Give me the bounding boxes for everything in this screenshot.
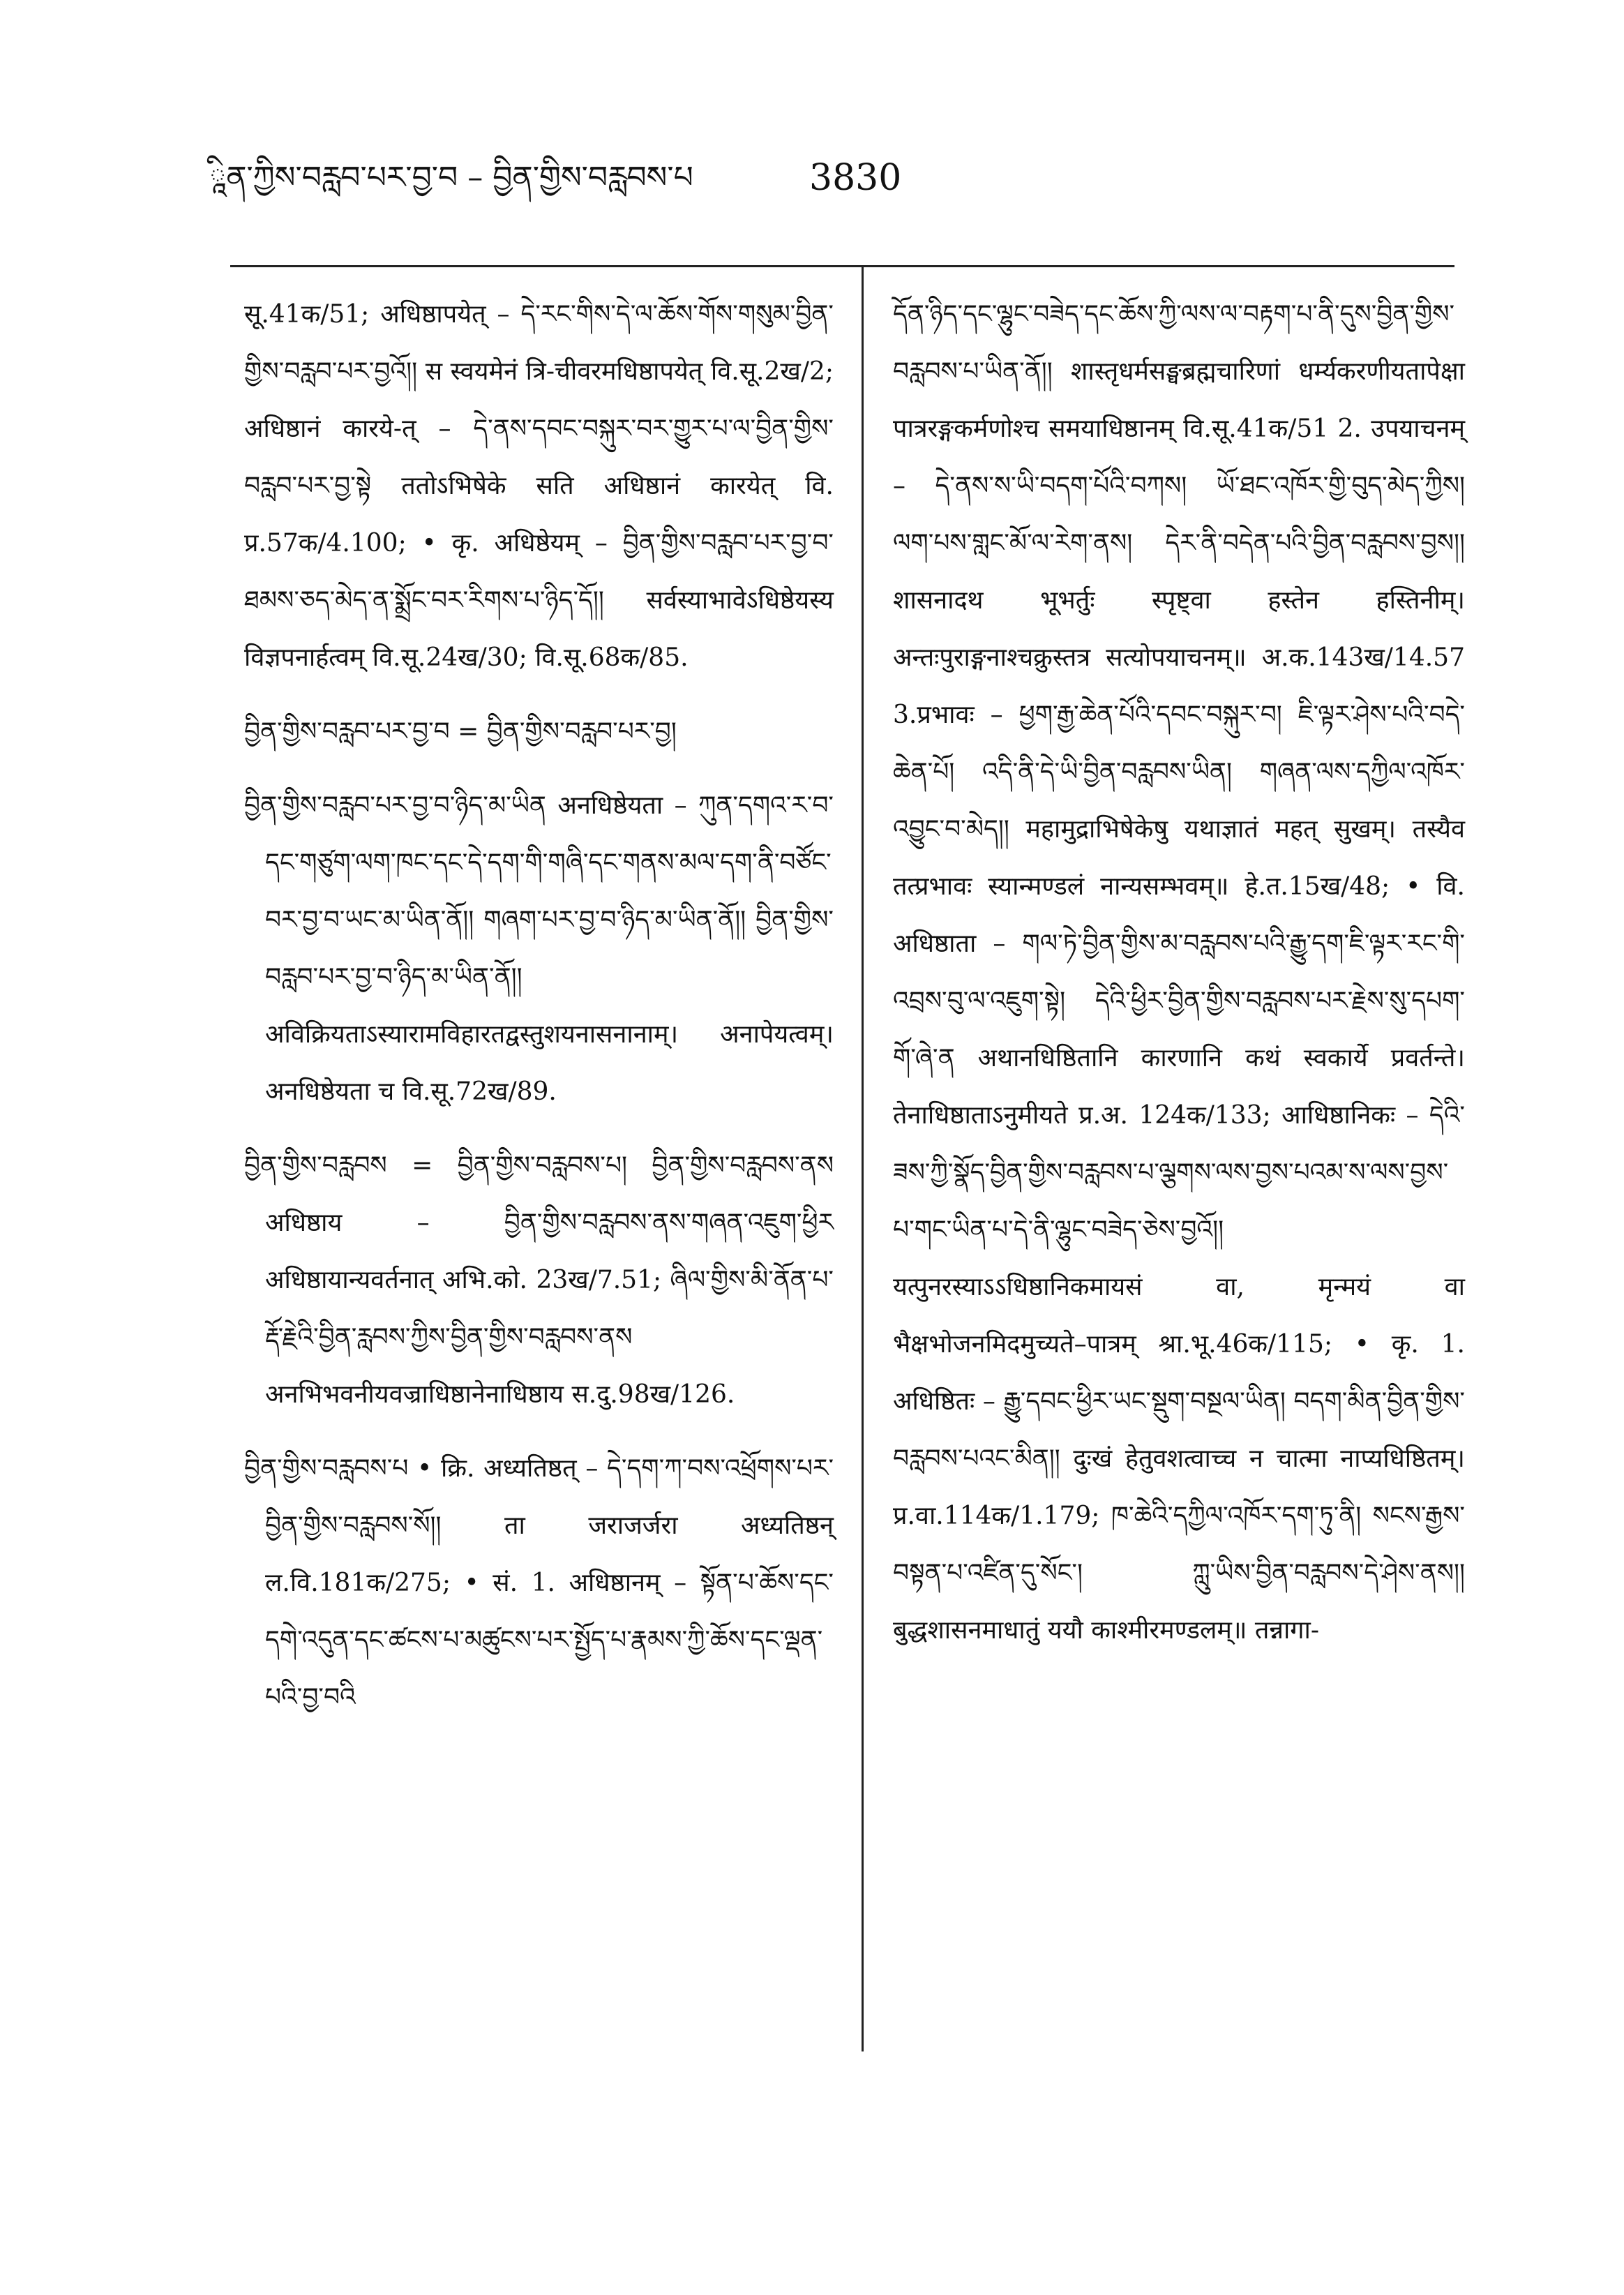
entry-continuation: सू.41क/51; अधिष्ठापयेत् – དེ་རང་གིས་དེ་ལ་ཆོས་གོས་གསུམ་བྱིན་གྱིས་བརླབ་པར་བྱའོ།། स स्वयमेनं त्रि-चीवरमधिष्ठापयेत् वि.सू.2ख/2; अधिष्ठानं कारये-त् – དེ་ནས་དབང་བསྐུར་བར་གྱུར་པ་ལ་བྱིན་གྱིས་བརླབ་པར་བྱ་སྟེ ततोऽभिषेके सति अधिष्ठानं कारयेत् वि. प्र.57क/4.100; • कृ. अधिष्ठेयम् – བྱིན་གྱིས་བརླབ་པར་བྱ་བ་ཐམས་ཅད་མེད་ན་སྨྲོང་བར་རིགས་པ་ཉིད་དོ།། सर्वस्याभावेऽधिष्ठेयस्य विज्ञपनार्हत्वम् वि.सू.24ख/30; वि.सू.68क/85.	[244, 300, 834, 672]
column-divider	[862, 265, 864, 2051]
right-column	[893, 286, 1465, 1659]
dictionary-entry: བྱིན་གྱིས་བརླབས = བྱིན་གྱིས་བརླབས་པ། བྱིན་གྱིས་བརླབས་ནས अधिष्ठाय – བྱིན་གྱིས་བརླབས་ནས་གཞན་འཇུག་ཕྱིར अधिष्ठायान्यवर्तनात् अभि.को. 23ख/7.51; ཞིལ་གྱིས་མི་ནོན་པ་རྡོ་རྗེའི་བྱིན་རླབས་ཀྱིས་བྱིན་གྱིས་བརླབས་ནས अनभिभवनीयवज्राधिष्ठानेनाधिष्ठाय स.दु.98ख/126.	[244, 1151, 834, 1409]
header-rule	[230, 265, 1454, 267]
dictionary-entry: བྱིན་གྱིས་བརླབ་པར་བྱ་བ = བྱིན་གྱིས་བརླབ་པར་བྱ།	[244, 717, 677, 746]
dictionary-entry: བྱིན་གྱིས་བརླབས་པ • क्रि. अध्यतिष्ठत् – དེ་དག་ཀ་བས་འཕྲོགས་པར་བྱིན་གྱིས་བརླབས་སོ།། ता जराजर्जरा अध्यतिष्ठन् ल.वि.181क/275; • सं. 1. अधिष्ठानम् – སྟོན་པ་ཆོས་དང་དགེ་འདུན་དང་ཚངས་པ་མཚུངས་པར་སྤྱོད་པ་རྣམས་ཀྱི་ཆོས་དང་ལྡན་པའི་བྱ་བའི	[244, 1454, 834, 1712]
entry-continuation: དོན་ཉིད་དང་ལྷུང་བཟེད་དང་ཆོས་ཀྱི་ལས་ལ་བརྟག་པ་ནི་དུས་བྱིན་གྱིས་བརླབས་པ་ཡིན་ནོ།། शास्तृधर्मसङ्घब्रह्मचारिणां धर्म्यकरणीयतापेक्षा पात्ररङ्गकर्मणोश्च समयाधिष्ठानम् वि.सू.41क/51 2. उपयाचनम् – དེ་ནས་ས་ཡི་བདག་པོའི་བཀས། ཡོ་ཐང་འཁོར་གྱི་བུད་མེད་ཀྱིས། ལག་པས་གླང་མོ་ལ་རེག་ནས། དེར་ནི་བདེན་པའི་བྱིན་བརླབས་བྱས།། शासनादथ भूभर्तुः स्पृष्ट्वा हस्तेन हस्तिनीम्। अन्तःपुराङ्गनाश्चक्रुस्तत्र सत्योपयाचनम्॥ अ.क.143ख/14.57 3.प्रभावः – ཕྱག་རྒྱ་ཆེན་པོའི་དབང་བསྐུར་བ། ཇི་ལྟར་ཤེས་པའི་བདེ་ཆེན་པོ། འདི་ནི་དེ་ཡི་བྱིན་བརླབས་ཡིན། གཞན་ལས་དཀྱིལ་འཁོར་འབྱུང་བ་མེད།། महामुद्राभिषेकेषु यथाज्ञातं महत् सुखम्। तस्यैव तत्प्रभावः स्यान्मण्डलं नान्यसम्भवम्॥ हे.त.15ख/48; • वि. अधिष्ठाता – གལ་ཏེ་བྱིན་གྱིས་མ་བརླབས་པའི་རྒྱུ་དག་ཇི་ལྟར་རང་གི་འབྲས་བུ་ལ་འཇུག་སྟེ། དེའི་ཕྱིར་བྱིན་གྱིས་བརླབས་པར་རྗེས་སུ་དཔག་གོ་ཞེ་ན अथानधिष्ठितानि कारणानि कथं स्वकार्ये प्रवर्तन्ते। तेनाधिष्ठाताऽनुमीयते प्र.अ. 124क/133; आधिष्ठानिकः – དེའི་ཟས་ཀྱི་སྣོད་བྱིན་གྱིས་བརླབས་པ་ལྕགས་ལས་བྱས་པའམ་ས་ལས་བྱས་པ་གང་ཡིན་པ་དེ་ནི་ལྷུང་བཟེད་ཅེས་བྱའོ།། यत्पुनरस्याऽऽधिष्ठानिकमायसं वा, मृन्मयं वा भैक्षभोजनमिदमुच्यते–पात्रम् श्रा.भू.46क/115; • कृ. 1. अधिष्ठितः – རྒྱུ་དབང་ཕྱིར་ཡང་སྡུག་བསྔལ་ཡིན། བདག་མིན་བྱིན་གྱིས་བརླབས་པའང་མིན།། दुःखं हेतुवशत्वाच्च न चात्मा नाप्यधिष्ठितम्। प्र.वा.114क/1.179; ཁ་ཆེའི་དཀྱིལ་འཁོར་དག་ཏུ་ནི། སངས་རྒྱས་བསྟན་པ་འཛིན་དུ་སོང་། ཀླུ་ཡིས་བྱིན་བརླབས་དེ་ཤེས་ནས།། बुद्धशासनमाधातुं ययौ काश्मीरमण्डलम्॥ तन्नागा-	[893, 300, 1465, 1645]
page-header	[209, 157, 907, 213]
left-column	[244, 286, 834, 1726]
dictionary-entry: བྱིན་གྱིས་བརླབ་པར་བྱ་བ་ཉིད་མ་ཡིན अनधिष्ठेयता – ཀུན་དགའ་ར་བ་དང་གཙུག་ལག་ཁང་དང་དེ་དག་གི་གཞི་དང་གནས་མལ་དག་ནི་བཙོང་བར་བྱ་བ་ཡང་མ་ཡིན་ནོ།། གཞག་པར་བྱ་བ་ཉིད་མ་ཡིན་ནོ།། བྱིན་གྱིས་བརླབ་པར་བྱ་བ་ཉིད་མ་ཡིན་ནོ།། अविक्रियताऽस्यारामविहारतद्वस्तुशयनासनानाम्। अनापेयत्वम्। अनधिष्ठेयता च वि.सू.72ख/89.	[244, 791, 834, 1106]
running-head: ཱིན་ཀྱིས་བརླབ་པར་བྱ་བ – བྱིན་གྱིས་བརླབས་པ	[209, 160, 693, 195]
page-number: 3830	[809, 157, 902, 199]
